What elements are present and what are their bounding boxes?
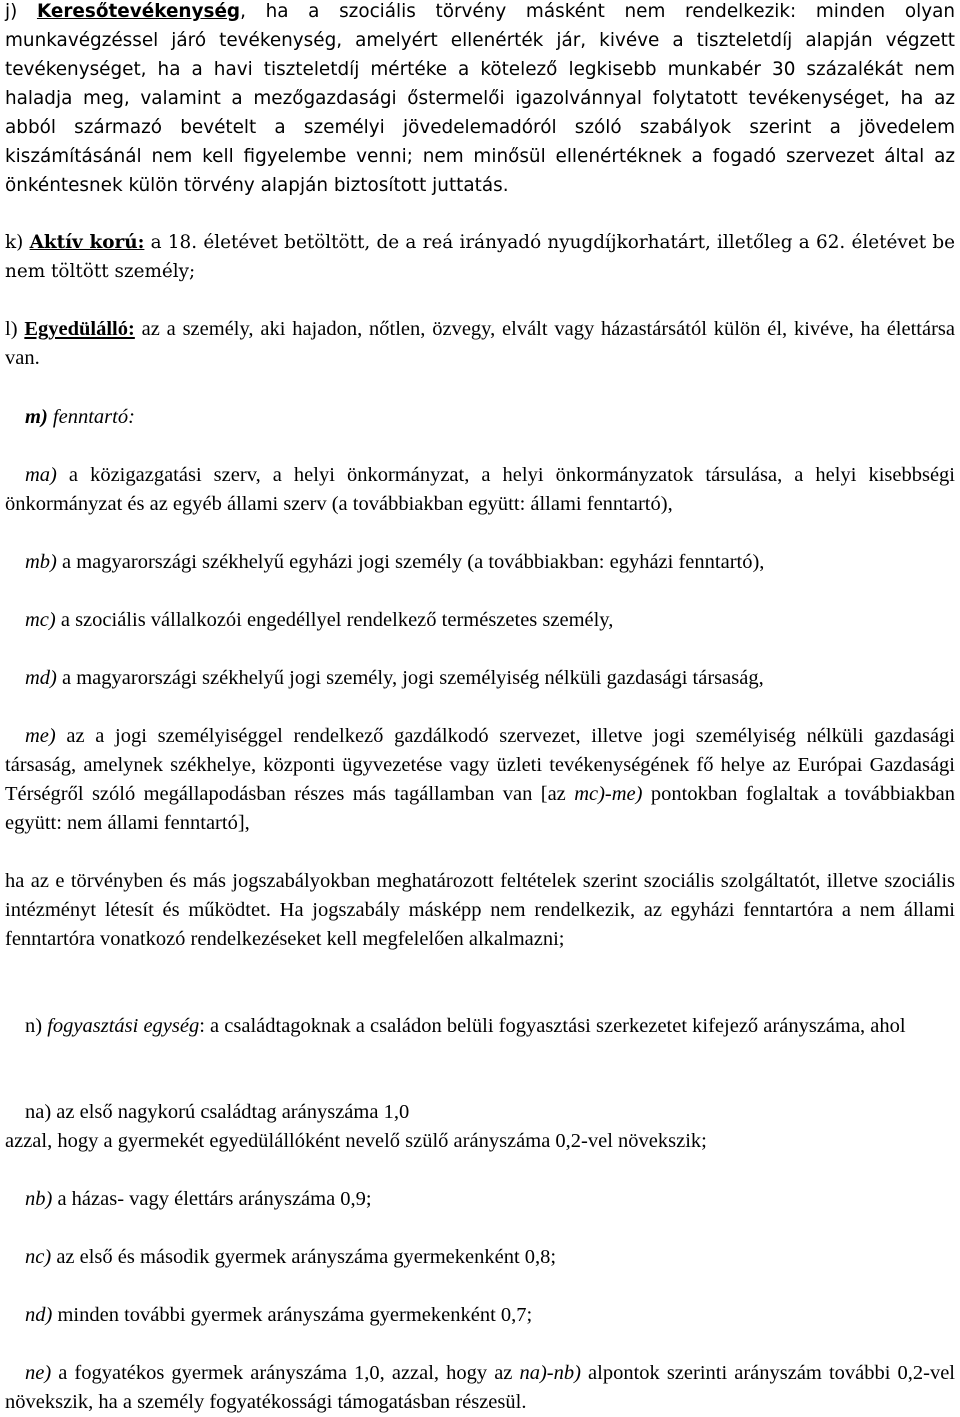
item-label-nb: nb): [25, 1188, 53, 1210]
paragraph-nb-text: a házas- vagy élettárs arányszáma 0,9;: [52, 1188, 372, 1210]
item-label-j: j): [5, 1, 37, 22]
paragraph-ne: [5, 1359, 955, 1417]
paragraph-mc: [5, 606, 955, 635]
term-egyedulallo: Egyedülálló:: [24, 318, 135, 340]
heading-m-fenntarto: [5, 403, 955, 432]
paragraph-me-text-2: pontokban foglaltak a továbbiakban együtt: nem állami fenntartó],: [5, 783, 955, 834]
paragraph-ne-text-1: a fogyatékos gyermek arányszáma 1,0, azzal, hogy az: [51, 1362, 520, 1384]
item-label-mc: mc): [25, 609, 56, 631]
paragraph-nb: [5, 1185, 955, 1214]
paragraph-m-closing: [5, 867, 955, 954]
paragraph-ne-text-2: alpontok szerinti arányszám további 0,2-vel növekszik, ha a személy fogyatékossági támogatásban részesül.: [5, 1362, 955, 1413]
paragraph-k-text: a 18. életévet betöltött, de a reá irányadó nyugdíjkorhatárt, illetőleg a 62. életévet be nem töltött személy;: [5, 232, 955, 282]
paragraph-mb: [5, 548, 955, 577]
paragraph-md-text: a magyarországi székhelyű jogi személy, jogi személyiség nélküli gazdasági társaság,: [56, 667, 764, 689]
reference-na-nb: na)-nb): [519, 1362, 581, 1384]
paragraph-mc-text: a szociális vállalkozói engedéllyel rendelkező természetes személy,: [55, 609, 614, 631]
item-label-m: m): [25, 406, 48, 428]
paragraph-nc: [5, 1243, 955, 1272]
item-label-ma: ma): [25, 464, 57, 486]
item-label-l: l): [5, 318, 25, 340]
paragraph-me-text-1: az a jogi személyiséggel rendelkező gazdálkodó szervezet, illetve jogi személyiség nélküli gazdasági társaság, amelynek székhelye, központi ügyvezetése vagy üzleti tevékenységének fő helye az Európai Gazdasági Térségről szóló megállapodásban részes más tagállamban van [az: [5, 725, 955, 805]
reference-mc-me: mc)-me): [574, 783, 643, 805]
paragraph-na: [5, 1098, 955, 1127]
paragraph-m-closing-text: ha az e törvényben és más jogszabályokban meghatározott feltételek szerint szociális szolgáltatót, illetve szociális intézményt létesít és működtet. Ha jogszabály másképp nem rendelkezik, az egyházi fenntartóra a nem állami fenntartóra vonatkozó rendelkezéseket kell megfelelően alkalmazni;: [5, 870, 955, 950]
paragraph-na-text: na) az első nagykorú családtag arányszáma 1,0: [25, 1101, 410, 1123]
paragraph-l-text: az a személy, aki hajadon, nőtlen, özvegy, elvált vagy házastársától külön él, kivéve, ha élettársa van.: [5, 318, 955, 369]
item-label-md: md): [25, 667, 57, 689]
paragraph-j-text: , ha a szociális törvény másként nem rendelkezik: minden olyan munkavégzéssel járó tevékenység, amelyért ellenérték jár, kivéve a tiszteletdíj alapján végzett tevékenységet, ha a havi tiszteletdíj mértéke a kötelező legkisebb munkabér 30 százalékát nem haladja meg, valamint a mezőgazdasági őstermelői igazolvánnyal folytatott tevékenységet, ha az abból származó bevételt a személyi jövedelemadóról szóló szabályok szerint a jövedelem kiszámításánál nem kell figyelembe venni; nem minősül ellenértéknek a fogadó szervezet által az önkéntesnek külön törvény alapján biztosított juttatás.: [5, 1, 956, 196]
paragraph-nd: [5, 1301, 955, 1330]
paragraph-n: [5, 1012, 955, 1041]
term-fenntarto: fenntartó:: [47, 406, 135, 428]
term-aktiv-koru: Aktív korú:: [29, 232, 145, 253]
item-label-ne: ne): [25, 1362, 52, 1384]
paragraph-na-continuation: [5, 1127, 955, 1156]
item-label-n: n): [25, 1015, 48, 1037]
term-keresotevekenyseg: Keresőtevékenység: [36, 1, 241, 22]
item-label-mb: mb): [25, 551, 57, 573]
item-label-nc: nc): [25, 1246, 52, 1268]
paragraph-md: [5, 664, 955, 693]
paragraph-k: [5, 228, 955, 286]
item-label-me: me): [25, 725, 56, 747]
paragraph-j: [5, 0, 955, 200]
paragraph-nc-text: az első és második gyermek arányszáma gyermekenként 0,8;: [51, 1246, 557, 1268]
term-fogyasztasi-egyseg: fogyasztási egység: [47, 1015, 200, 1037]
paragraph-n-text: : a családtagoknak a családon belüli fogyasztási szerkezetet kifejező arányszáma, ahol: [199, 1015, 906, 1037]
paragraph-ma: [5, 461, 955, 519]
paragraph-nd-text: minden további gyermek arányszáma gyermekenként 0,7;: [52, 1304, 533, 1326]
paragraph-l: [5, 315, 955, 373]
paragraph-na-cont-text: azzal, hogy a gyermekét egyedülállóként nevelő szülő arányszáma 0,2-vel növekszik;: [5, 1130, 707, 1152]
item-label-k: k): [5, 232, 30, 253]
paragraph-ma-text: a közigazgatási szerv, a helyi önkormányzat, a helyi önkormányzatok társulása, a helyi kisebbségi önkormányzat és az egyéb állami szerv (a továbbiakban együtt: állami fenntartó),: [5, 464, 955, 515]
item-label-nd: nd): [25, 1304, 53, 1326]
paragraph-me: [5, 722, 955, 838]
paragraph-mb-text: a magyarországi székhelyű egyházi jogi személy (a továbbiakban: egyházi fenntartó),: [56, 551, 765, 573]
